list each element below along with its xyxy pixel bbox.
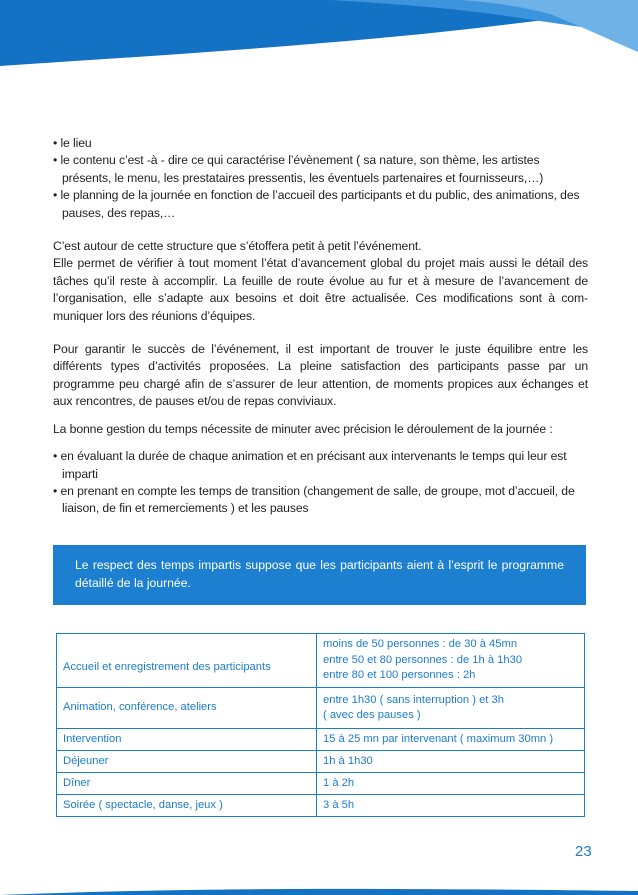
paragraph: Elle permet de vérifier à tout moment l’état d’avancement global du projet mais aussi le détail des tâches qu’il reste à accomplir. La feuille de route évolue au fur et à mesure de l’avancement de l’organisation, elle s’adapte aux besoins et doit être actualisée. Ces modifications sont à com- muniquer lors des réunions d’équipes. bbox=[53, 256, 588, 323]
duration-cell: 3 à 5h bbox=[317, 795, 585, 817]
table-row bbox=[57, 773, 585, 795]
activity-cell: Déjeuner bbox=[57, 751, 317, 773]
list-item: • le lieu bbox=[53, 135, 588, 152]
activity-cell: Accueil et enregistrement des participants bbox=[57, 634, 317, 688]
footer-wave bbox=[0, 887, 638, 895]
header-banner bbox=[0, 0, 638, 70]
duration-cell: 15 à 25 mn par intervenant ( maximum 30mn ) bbox=[317, 729, 585, 751]
list-item: • en prenant en compte les temps de transition (changement de salle, de groupe, mot d’accueil, de liaison, de fin et remerciements ) et les pauses bbox=[53, 483, 588, 518]
paragraph: Pour garantir le succès de l’événement, il est important de trouver le juste équilibre entre les différents types d’activités proposées. La pleine satisfaction des participants passe par un programme peu chargé afin de s’assurer de leur attention, de moments propices aux échanges et aux rencontres, de pauses et/ou de repas conviviaux. bbox=[53, 342, 588, 409]
duration-cell: 1 à 2h bbox=[317, 773, 585, 795]
schedule-table bbox=[56, 633, 585, 817]
table-row bbox=[57, 634, 585, 688]
activity-cell: Dîner bbox=[57, 773, 317, 795]
callout-box bbox=[53, 545, 586, 605]
activity-cell: Soirée ( spectacle, danse, jeux ) bbox=[57, 795, 317, 817]
list-item: • le planning de la journée en fonction de l’accueil des participants et du public, des animations, des pauses, des repas,… bbox=[53, 187, 588, 222]
duration-cell: 1h à 1h30 bbox=[317, 751, 585, 773]
paragraph: La bonne gestion du temps nécessite de minuter avec précision le déroulement de la journée : bbox=[53, 421, 553, 436]
duration-cell: entre 1h30 ( sans interruption ) et 3h ( avec des pauses ) bbox=[317, 688, 585, 729]
callout-text: Le respect des temps impartis suppose que les participants aient à l’esprit le programme détaillé de la journée. bbox=[75, 558, 564, 590]
paragraph: C’est autour de cette structure que s’étoffera petit à petit l’événement. bbox=[53, 239, 422, 254]
duration-cell: moins de 50 personnes : de 30 à 45mn entre 50 et 80 personnes : de 1h à 1h30 entre 80 et 100 personnes : 2h bbox=[317, 634, 585, 688]
table-row bbox=[57, 729, 585, 751]
time-bullet-list bbox=[53, 448, 588, 518]
intro-bullet-list bbox=[53, 135, 588, 222]
activity-cell: Intervention bbox=[57, 729, 317, 751]
table-row bbox=[57, 688, 585, 729]
page-number: 23 bbox=[575, 843, 592, 860]
table-row bbox=[57, 795, 585, 817]
activity-cell: Animation, conférence, ateliers bbox=[57, 688, 317, 729]
body-text bbox=[53, 135, 588, 518]
table-row bbox=[57, 751, 585, 773]
list-item: • le contenu c’est -à - dire ce qui caractérise l’évènement ( sa nature, son thème, les artistes présents, le menu, les prestataires pressentis, les éventuels partenaires et fournisseurs,…) bbox=[53, 152, 588, 187]
list-item: • en évaluant la durée de chaque animation et en précisant aux intervenants le temps qui leur est imparti bbox=[53, 448, 588, 483]
